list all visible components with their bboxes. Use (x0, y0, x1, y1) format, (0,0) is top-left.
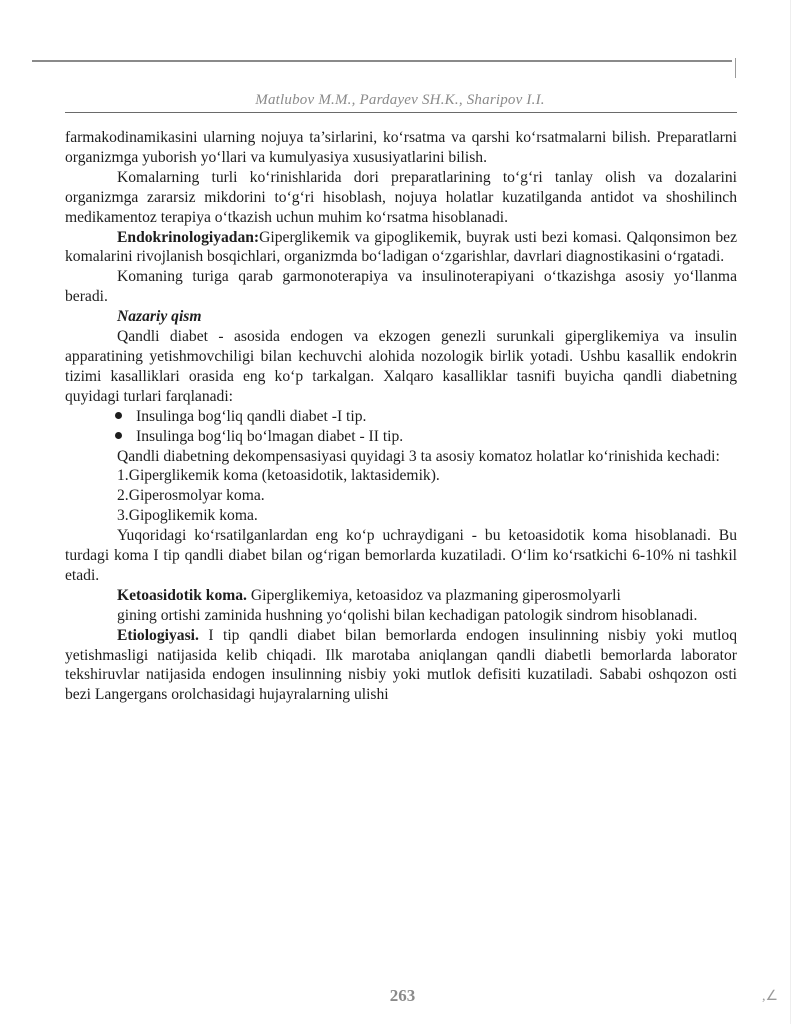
page-edge (790, 0, 791, 1024)
paragraph-10-text: I tip qandli diabet bilan bemorlarda endogen insulinning nisbiy yoki mutloq yetishmasligi natijasida kelib chiqadi. Ilk marotaba aniqlangan qandli diabetli bemorlarda laborator tekshiruvlar natijasida endogen insulinning nisbiy yoki mutlok defisiti kuzatiladi. Sababi oshqozon osti bezi Langergans orolchasidagi hujayralarning ulishi (65, 626, 737, 704)
paragraph-9: gining ortishi zaminida hushning yo‘qolishi bilan kechadigan patologik sindrom hisoblanadi. (117, 606, 698, 624)
running-head: Matlubov M.M., Pardayev SH.K., Sharipov I.I. (255, 92, 545, 108)
top-scan-tick (735, 58, 736, 78)
bullet-icon (115, 432, 122, 439)
page-body (65, 128, 737, 705)
paragraph-6: Qandli diabetning dekompensasiyasi quyidagi 3 ta asosiy komatoz holatlar ko‘rinishida kechadi: (117, 447, 720, 465)
paragraph-8 (65, 586, 737, 606)
paragraph-5: Qandli diabet - asosida endogen va ekzogen genezli surunkali giperglikemiya va insulin apparatining yetishmovchiligi bilan kechuvchi alohida nozologik birlik yotadi. Ushbu kasallik endokrin tizimi kasalliklari orasida eng ko‘p tarkalgan. Xalqaro kasalliklar tasnifi buyicha qandli diabetning quyidagi turlari farqlanadi: (65, 328, 737, 405)
bullet-icon (115, 412, 122, 419)
paragraph-10 (65, 626, 737, 706)
bullet-item (65, 407, 737, 427)
paragraph-2: Komalarning turli ko‘rinishlarida dori preparatlarining to‘g‘ri tanlay olish va dozalarini organizmga zararsiz mikdorini to‘g‘ri hisoblash, nojuya holatlar kuzatilganda antidot va shoshilinch medikamentoz terapiya o‘tkazish uchun muhim ko‘rsatma hisoblanadi. (65, 168, 737, 226)
numbered-item: 1.Giperglikemik koma (ketoasidotik, laktasidemik). (117, 467, 440, 485)
paragraph-3-text: Giperglikemik va gipoglikemik, buyrak usti bezi komasi. Qalqonsimon bez komalarini rivojlanish bosqichlari, organizmda bo‘ladigan o‘zgarishlar, davrlari diagnostikasini o‘rgatadi. (65, 228, 737, 266)
ketoacidotic-coma-label: Ketoasidotik koma. (117, 586, 247, 604)
numbered-item: 2.Giperosmolyar koma. (117, 487, 265, 505)
paragraph-1: farmakodinamikasini ularning nojuya ta’sirlarini, ko‘rsatma va qarshi ko‘rsatmalarni bilish. Preparatlarni organizmga yuborish yo‘llari va kumulyasiya xususiyatlarini bilish. (65, 129, 737, 166)
paragraph-8-text: Giperglikemiya, ketoasidoz va plazmaning giperosmolyarli (246, 586, 621, 604)
endocrinology-label: Endokrinologiyadan: (117, 228, 260, 246)
paragraph-7: Yuqoridagi ko‘rsatilganlardan eng ko‘p uchraydigani - bu ketoasidotik koma hisoblanadi. Bu turdagi koma I tip qandli diabet bilan og‘rigan bemorlarda kuzatiladi. O‘lim ko‘rsatkichi 6-10% ni tashkil etadi. (65, 527, 737, 584)
paragraph-4: Komaning turiga qarab garmonoterapiya va insulinoterapiyani o‘tkazishga asosiy yo‘llanma beradi. (65, 268, 737, 306)
corner-scan-mark: ,∠ (762, 989, 779, 1004)
section-heading: Nazariy qism (117, 308, 202, 326)
bullet-text: Insulinga bog‘liq qandli diabet -I tip. (136, 407, 367, 425)
numbered-item: 3.Gipoglikemik koma. (117, 507, 258, 525)
page-number: 263 (389, 986, 416, 1005)
paragraph-3 (65, 228, 737, 268)
bullet-item (65, 427, 737, 447)
etiology-label: Etiologiyasi. (117, 626, 199, 644)
top-scan-line (32, 60, 732, 62)
bullet-text: Insulinga bog‘liq bo‘lmagan diabet - II tip. (136, 427, 404, 445)
header-rule (65, 112, 737, 113)
